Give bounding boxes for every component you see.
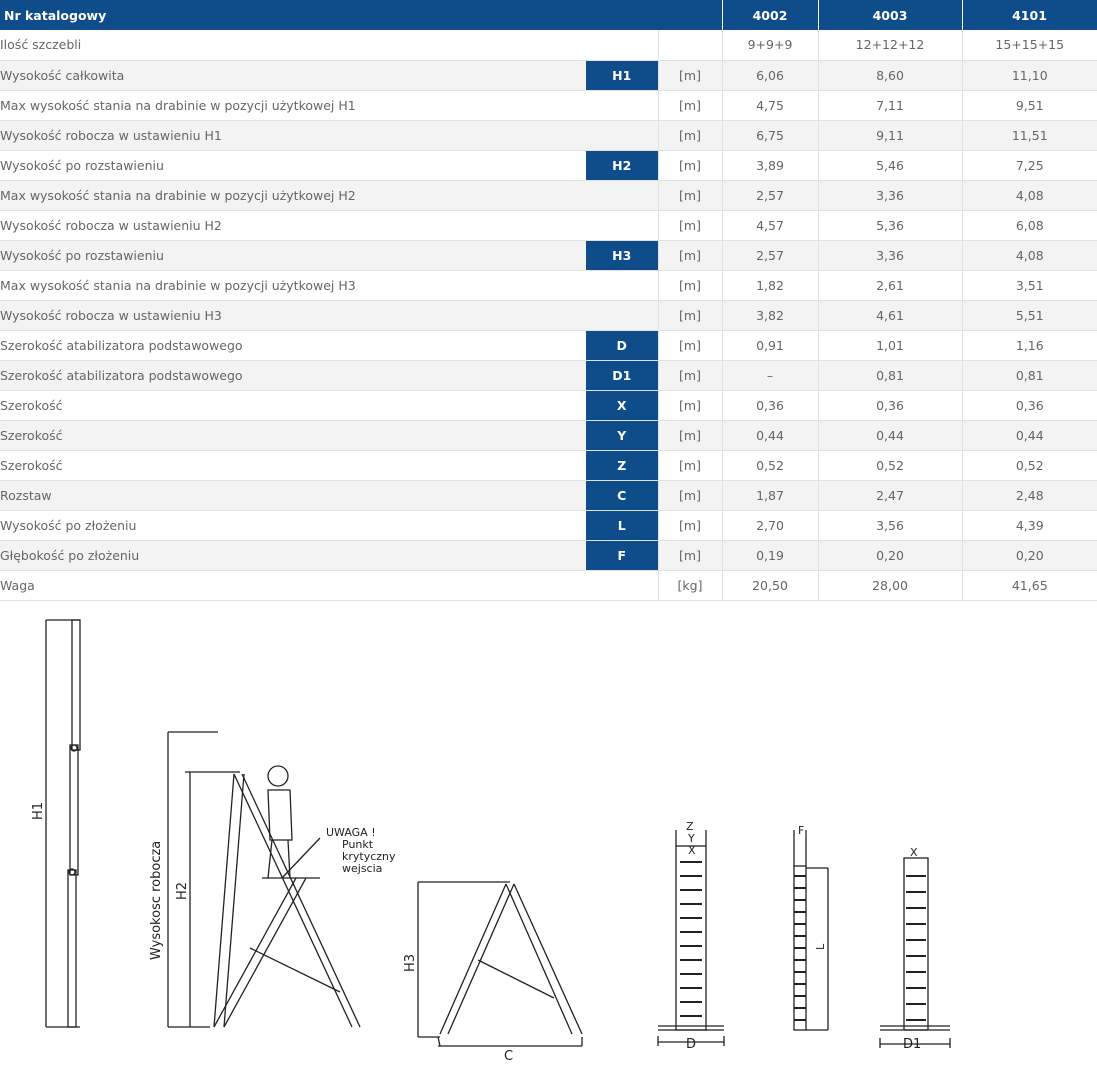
label-d1: D1: [903, 1037, 922, 1052]
unit-cell: [m]: [658, 450, 722, 480]
value-cell: 5,36: [818, 210, 962, 240]
label-x-2: X: [910, 846, 918, 859]
unit-cell: [m]: [658, 390, 722, 420]
dimension-symbol: D: [586, 330, 658, 360]
value-cell: 3,82: [722, 300, 818, 330]
dimension-symbol: [586, 570, 658, 600]
value-cell: 4,08: [962, 180, 1097, 210]
value-cell: 1,16: [962, 330, 1097, 360]
label-f: F: [798, 824, 805, 837]
unit-cell: [m]: [658, 540, 722, 570]
table-row: [0, 210, 1097, 240]
value-cell: 1,01: [818, 330, 962, 360]
value-cell: 0,36: [818, 390, 962, 420]
value-cell: 0,44: [962, 420, 1097, 450]
value-cell: 9,51: [962, 90, 1097, 120]
row-label: Szerokość atabilizatora podstawowego: [0, 337, 243, 353]
ladder-technical-drawing: [0, 600, 1097, 1080]
value-cell: 0,36: [722, 390, 818, 420]
table-row: [0, 450, 1097, 480]
dimension-symbol: [586, 210, 658, 240]
value-cell: 0,81: [962, 360, 1097, 390]
dimension-symbol: [586, 120, 658, 150]
table-row: [0, 150, 1097, 180]
row-label: Wysokość po złożeniu: [0, 517, 137, 533]
unit-cell: [m]: [658, 510, 722, 540]
table-row: [0, 330, 1097, 360]
ladder-aframe-figure: [418, 882, 582, 1046]
value-cell: 5,46: [818, 150, 962, 180]
value-cell: 11,51: [962, 120, 1097, 150]
dimension-symbol: [586, 30, 658, 60]
ladder-folded-side-figure: [794, 830, 828, 1030]
value-cell: 0,44: [722, 420, 818, 450]
unit-cell: [m]: [658, 180, 722, 210]
value-cell: 3,36: [818, 240, 962, 270]
table-row: [0, 540, 1097, 570]
unit-cell: [m]: [658, 420, 722, 450]
label-h2: H2: [175, 881, 190, 900]
label-h3: H3: [403, 953, 418, 972]
dimension-symbol: Y: [586, 420, 658, 450]
dimension-symbol: H3: [586, 240, 658, 270]
warning-line-4: wejscia: [342, 862, 383, 875]
row-label: Waga: [0, 577, 35, 593]
unit-cell: [m]: [658, 330, 722, 360]
table-row: [0, 360, 1097, 390]
value-cell: 2,70: [722, 510, 818, 540]
value-cell: 7,25: [962, 150, 1097, 180]
dimension-symbol: [586, 180, 658, 210]
dimension-symbol: [586, 90, 658, 120]
value-cell: 6,06: [722, 60, 818, 90]
value-cell: 2,61: [818, 270, 962, 300]
table-row: [0, 60, 1097, 90]
row-label: Szerokość: [0, 427, 63, 443]
value-cell: 0,52: [962, 450, 1097, 480]
value-cell: 4,57: [722, 210, 818, 240]
row-label: Wysokość po rozstawieniu: [0, 157, 164, 173]
value-cell: 0,81: [818, 360, 962, 390]
unit-cell: [m]: [658, 210, 722, 240]
value-cell: 4,39: [962, 510, 1097, 540]
unit-cell: [m]: [658, 90, 722, 120]
value-cell: 41,65: [962, 570, 1097, 600]
dimension-symbol: Z: [586, 450, 658, 480]
table-row: [0, 480, 1097, 510]
unit-cell: [kg]: [658, 570, 722, 600]
label-z: Z: [686, 820, 694, 833]
row-label: Wysokość całkowita: [0, 67, 125, 83]
table-row: [0, 510, 1097, 540]
value-cell: 3,89: [722, 150, 818, 180]
dimension-symbol: [586, 300, 658, 330]
value-cell: 0,19: [722, 540, 818, 570]
value-cell: 2,57: [722, 240, 818, 270]
model-header: 4101: [962, 0, 1097, 30]
row-label: Głębokość po złożeniu: [0, 547, 140, 563]
value-cell: 0,44: [818, 420, 962, 450]
table-row: [0, 180, 1097, 210]
value-cell: 7,11: [818, 90, 962, 120]
ladder-extended-figure: [46, 620, 80, 1027]
value-cell: 2,48: [962, 480, 1097, 510]
value-cell: 0,20: [962, 540, 1097, 570]
catalog-number-header: Nr katalogowy: [0, 0, 722, 30]
table-row: [0, 570, 1097, 600]
value-cell: 8,60: [818, 60, 962, 90]
model-header: 4003: [818, 0, 962, 30]
dimension-symbol: F: [586, 540, 658, 570]
value-cell: 4,08: [962, 240, 1097, 270]
value-cell: 5,51: [962, 300, 1097, 330]
row-label: Szerokość atabilizatora podstawowego: [0, 367, 243, 383]
dimension-symbol: X: [586, 390, 658, 420]
table-header-row: [0, 0, 1097, 30]
row-label: Max wysokość stania na drabinie w pozycji użytkowej H2: [0, 187, 356, 203]
value-cell: 20,50: [722, 570, 818, 600]
row-label: Szerokość: [0, 397, 63, 413]
unit-cell: [m]: [658, 480, 722, 510]
value-cell: 9+9+9: [722, 30, 818, 60]
unit-cell: [m]: [658, 120, 722, 150]
value-cell: 2,57: [722, 180, 818, 210]
value-cell: 12+12+12: [818, 30, 962, 60]
table-row: [0, 30, 1097, 60]
unit-cell: [m]: [658, 60, 722, 90]
dimension-symbol: C: [586, 480, 658, 510]
table-row: [0, 90, 1097, 120]
warning-line-2: Punkt: [342, 838, 374, 851]
table-row: [0, 420, 1097, 450]
row-label: Max wysokość stania na drabinie w pozycji użytkowej H3: [0, 277, 356, 293]
value-cell: 0,52: [722, 450, 818, 480]
unit-cell: [m]: [658, 360, 722, 390]
row-label: Max wysokość stania na drabinie w pozycji użytkowej H1: [0, 97, 356, 113]
value-cell: 9,11: [818, 120, 962, 150]
dimension-symbol: H2: [586, 150, 658, 180]
value-cell: 15+15+15: [962, 30, 1097, 60]
table-row: [0, 120, 1097, 150]
value-cell: 2,47: [818, 480, 962, 510]
row-label: Szerokość: [0, 457, 63, 473]
ladder-stepladder-figure: [168, 732, 360, 1027]
value-cell: 0,52: [818, 450, 962, 480]
label-c: C: [504, 1049, 514, 1064]
dimension-symbol: D1: [586, 360, 658, 390]
unit-cell: [m]: [658, 150, 722, 180]
value-cell: –: [722, 360, 818, 390]
row-label: Wysokość robocza w ustawieniu H3: [0, 307, 222, 323]
value-cell: 0,20: [818, 540, 962, 570]
value-cell: 3,56: [818, 510, 962, 540]
table-row: [0, 270, 1097, 300]
dimension-symbol: [586, 270, 658, 300]
label-x: X: [688, 844, 696, 857]
row-label: Wysokość po rozstawieniu: [0, 247, 164, 263]
value-cell: 1,87: [722, 480, 818, 510]
row-label: Ilość szczebli: [0, 37, 82, 53]
label-y: Y: [688, 832, 695, 845]
unit-cell: [m]: [658, 300, 722, 330]
value-cell: 28,00: [818, 570, 962, 600]
value-cell: 11,10: [962, 60, 1097, 90]
value-cell: 0,36: [962, 390, 1097, 420]
label-l: L: [814, 943, 827, 950]
value-cell: 0,91: [722, 330, 818, 360]
table-row: [0, 390, 1097, 420]
label-d: D: [686, 1037, 697, 1052]
table-row: [0, 240, 1097, 270]
value-cell: 4,61: [818, 300, 962, 330]
dimension-symbol: L: [586, 510, 658, 540]
label-working-height: Wysokosc robocza: [149, 840, 164, 960]
warning-line-3: krytyczny: [342, 850, 396, 863]
row-label: Wysokość robocza w ustawieniu H2: [0, 217, 222, 233]
value-cell: 3,51: [962, 270, 1097, 300]
label-h1: H1: [31, 801, 46, 820]
unit-cell: [m]: [658, 270, 722, 300]
row-label: Wysokość robocza w ustawieniu H1: [0, 127, 222, 143]
model-header: 4002: [722, 0, 818, 30]
value-cell: 4,75: [722, 90, 818, 120]
value-cell: 1,82: [722, 270, 818, 300]
dimension-symbol: H1: [586, 60, 658, 90]
value-cell: 3,36: [818, 180, 962, 210]
warning-line-1: UWAGA !: [326, 826, 376, 839]
value-cell: 6,75: [722, 120, 818, 150]
value-cell: 6,08: [962, 210, 1097, 240]
unit-cell: [658, 30, 722, 60]
table-row: [0, 300, 1097, 330]
row-label: Rozstaw: [0, 487, 52, 503]
unit-cell: [m]: [658, 240, 722, 270]
